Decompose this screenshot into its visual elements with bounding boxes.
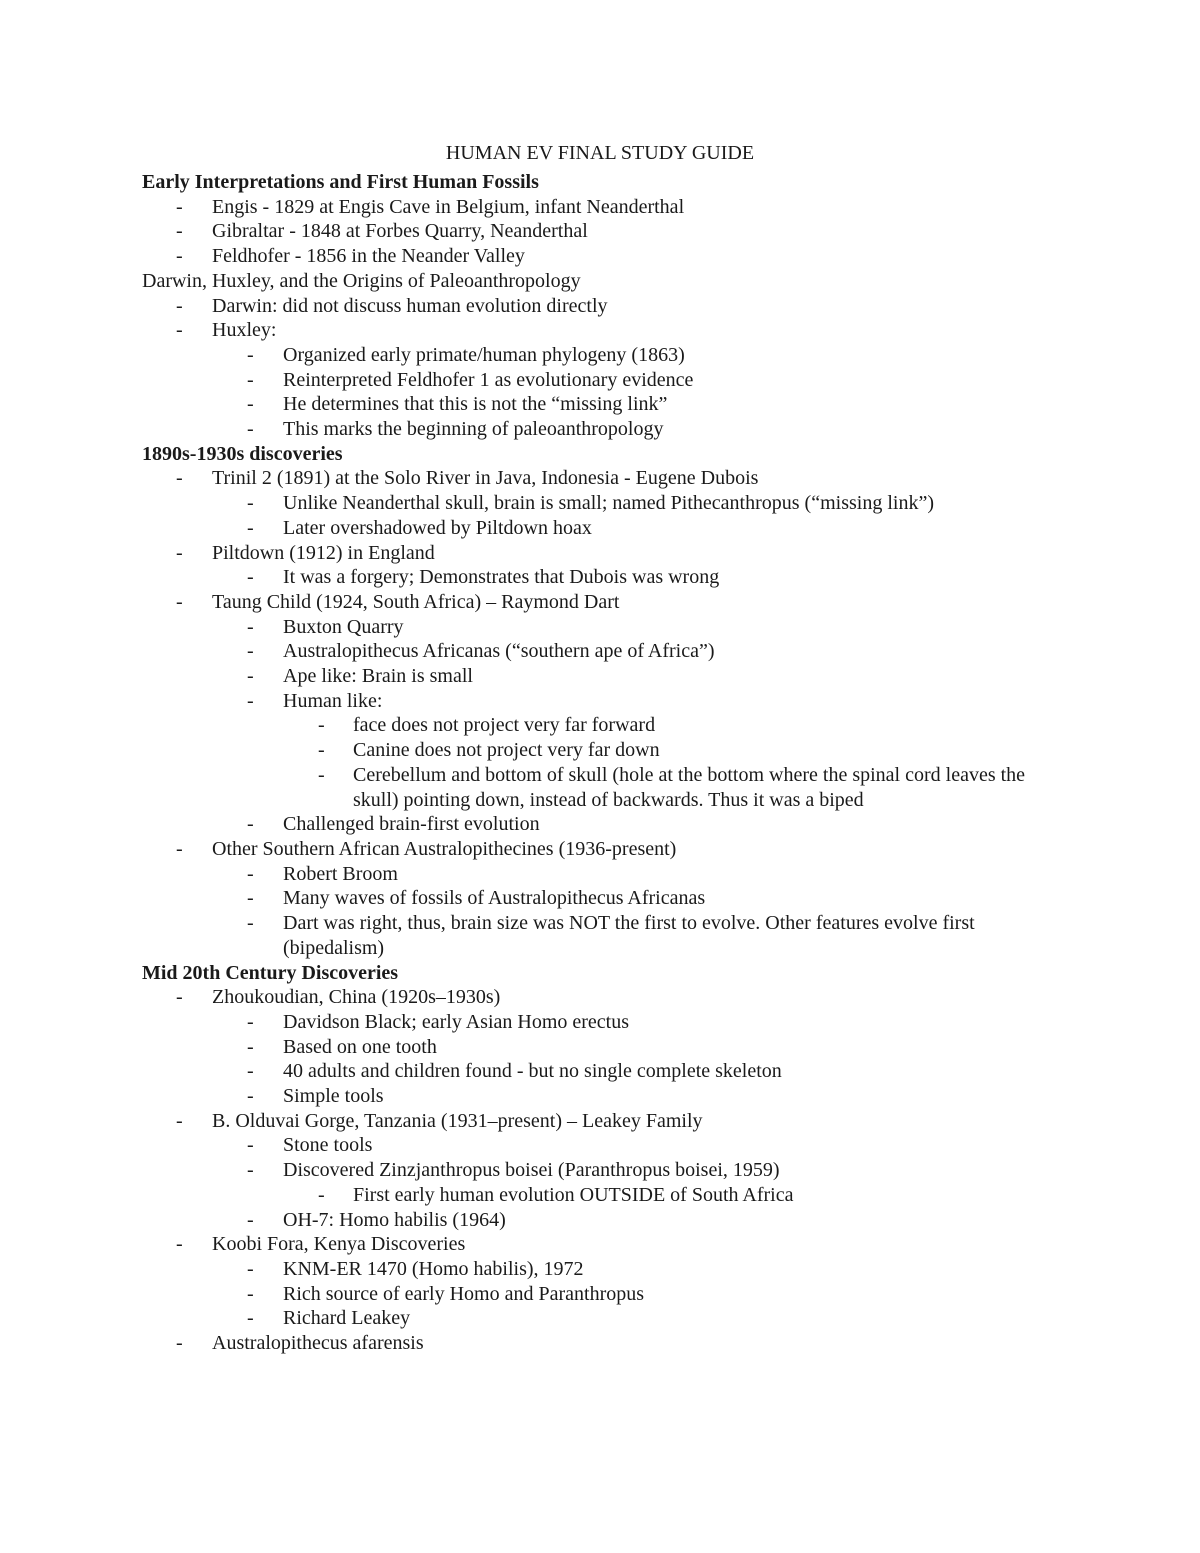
list-item-text: He determines that this is not the “missing link” (283, 393, 668, 416)
list-item-text: Ape like: Brain is small (283, 665, 473, 688)
list-item-level-2 (142, 343, 1062, 368)
section-heading (142, 442, 1062, 467)
list-item-level-1 (142, 590, 1062, 615)
bullet-dash: - (247, 516, 254, 539)
list-item-level-2 (142, 1257, 1062, 1282)
list-item-level-2 (142, 1306, 1062, 1331)
list-item-text: Reinterpreted Feldhofer 1 as evolutionary evidence (283, 368, 694, 391)
list-item-level-2 (142, 639, 1062, 664)
list-item-text: Richard Leakey (283, 1307, 411, 1330)
list-item-level-3 (142, 713, 1062, 738)
bullet-dash: - (247, 343, 254, 366)
list-item-text: Australopithecus Africanas (“southern ape of Africa”) (283, 640, 715, 663)
bullet-dash: - (247, 1035, 254, 1058)
list-item-text: face does not project very far forward (353, 714, 656, 737)
outline-content (142, 170, 1062, 1356)
list-item-text: Cerebellum and bottom of skull (hole at the bottom where the spinal cord leaves the skull) pointing down, instead of backwards. Thus it was a biped (353, 763, 1026, 811)
list-item-text: Trinil 2 (1891) at the Solo River in Java, Indonesia - Eugene Dubois (212, 467, 759, 490)
bullet-dash: - (318, 739, 325, 762)
list-item-level-2 (142, 911, 1062, 960)
list-item-text: Dart was right, thus, brain size was NOT the first to evolve. Other features evolve first (bipedalism) (283, 912, 975, 959)
list-item-text: Huxley: (212, 319, 277, 342)
bullet-dash: - (247, 1060, 254, 1083)
list-item-level-1 (142, 244, 1062, 269)
bullet-dash: - (176, 1332, 183, 1355)
bullet-dash: - (176, 294, 183, 317)
list-item-text: Challenged brain-first evolution (283, 813, 540, 836)
bullet-dash: - (247, 1010, 254, 1033)
bullet-dash: - (247, 1257, 254, 1280)
list-item-text: Engis - 1829 at Engis Cave in Belgium, infant Neanderthal (212, 195, 685, 218)
list-item-level-3 (142, 738, 1062, 763)
list-item-level-2 (142, 664, 1062, 689)
list-item-level-3 (142, 763, 1062, 812)
list-item-text: It was a forgery; Demonstrates that Dubois was wrong (283, 566, 720, 589)
list-item-text: Canine does not project very far down (353, 739, 660, 762)
list-item-level-2 (142, 1084, 1062, 1109)
list-item-level-1 (142, 1331, 1062, 1356)
bullet-dash: - (247, 689, 254, 712)
bullet-dash: - (176, 245, 183, 268)
bullet-dash: - (176, 467, 183, 490)
bullet-dash: - (176, 590, 183, 613)
list-item-level-3 (142, 1183, 1062, 1208)
bullet-dash: - (318, 763, 325, 786)
list-item-text: Robert Broom (283, 862, 398, 885)
list-item-level-2 (142, 565, 1062, 590)
bullet-dash: - (247, 566, 254, 589)
list-item-text: First early human evolution OUTSIDE of South Africa (353, 1183, 794, 1206)
list-item-level-1 (142, 219, 1062, 244)
bullet-dash: - (247, 640, 254, 663)
list-item-text: Rich source of early Homo and Paranthropus (283, 1282, 645, 1305)
list-item-level-2 (142, 1133, 1062, 1158)
list-item-text: Other Southern African Australopithecines (1936-present) (212, 837, 677, 860)
list-item-level-2 (142, 491, 1062, 516)
bullet-dash: - (247, 393, 254, 416)
list-item-level-2 (142, 368, 1062, 393)
list-item-text: Early Interpretations and First Human Fossils (142, 171, 539, 193)
list-item-level-2 (142, 886, 1062, 911)
bullet-dash: - (247, 862, 254, 885)
list-item-text: Gibraltar - 1848 at Forbes Quarry, Neanderthal (212, 220, 588, 243)
section-heading (142, 170, 1062, 195)
list-item-level-2 (142, 1010, 1062, 1035)
list-item-level-2 (142, 615, 1062, 640)
list-item-text: Piltdown (1912) in England (212, 541, 435, 564)
list-item-level-2 (142, 1059, 1062, 1084)
bullet-dash: - (318, 714, 325, 737)
list-item-level-1 (142, 1232, 1062, 1257)
list-item-text: Later overshadowed by Piltdown hoax (283, 516, 592, 539)
bullet-dash: - (247, 492, 254, 515)
bullet-dash: - (247, 1085, 254, 1108)
bullet-dash: - (247, 1134, 254, 1157)
list-item-text: This marks the beginning of paleoanthropology (283, 418, 664, 441)
document-title: HUMAN EV FINAL STUDY GUIDE (445, 142, 755, 164)
list-item-level-1 (142, 541, 1062, 566)
list-item-level-1 (142, 294, 1062, 319)
list-item-text: Mid 20th Century Discoveries (142, 961, 399, 984)
bullet-dash: - (247, 665, 254, 688)
list-item-level-2 (142, 1158, 1062, 1183)
list-item-level-1 (142, 466, 1062, 491)
list-item-level-2 (142, 1035, 1062, 1060)
list-item-text: Human like: (283, 689, 383, 712)
list-item-text: Discovered Zinzjanthropus boisei (Paranthropus boisei, 1959) (283, 1159, 780, 1182)
list-item-text: Zhoukoudian, China (1920s–1930s) (212, 986, 501, 1009)
bullet-dash: - (176, 1109, 183, 1132)
list-item-text: Taung Child (1924, South Africa) – Raymond Dart (212, 590, 620, 613)
list-item-level-2 (142, 1208, 1062, 1233)
list-item-text: Many waves of fossils of Australopithecus Africanas (283, 887, 706, 910)
list-item-level-1 (142, 195, 1062, 220)
list-item-level-2 (142, 862, 1062, 887)
bullet-dash: - (176, 195, 183, 218)
list-item-text: Organized early primate/human phylogeny (1863) (283, 343, 685, 366)
list-item-text: Stone tools (283, 1134, 373, 1157)
bullet-dash: - (176, 986, 183, 1009)
list-item-text: B. Olduvai Gorge, Tanzania (1931–present) – Leakey Family (212, 1109, 703, 1132)
bullet-dash: - (247, 1159, 254, 1182)
bullet-dash: - (247, 615, 254, 638)
list-item-level-2 (142, 1282, 1062, 1307)
list-item-text: Australopithecus afarensis (212, 1332, 424, 1355)
list-item-level-1 (142, 1109, 1062, 1134)
list-item-text: Simple tools (283, 1085, 384, 1108)
list-item-text: 1890s-1930s discoveries (142, 442, 343, 465)
list-item-text: 40 adults and children found - but no single complete skeleton (283, 1060, 782, 1083)
list-item-text: OH-7: Homo habilis (1964) (283, 1208, 506, 1231)
bullet-dash: - (318, 1183, 325, 1206)
bullet-dash: - (247, 368, 254, 391)
bullet-dash: - (176, 541, 183, 564)
list-item-level-1 (142, 985, 1062, 1010)
bullet-dash: - (247, 813, 254, 836)
bullet-dash: - (176, 319, 183, 342)
bullet-dash: - (247, 912, 254, 935)
list-item-level-2 (142, 417, 1062, 442)
list-item-level-2 (142, 392, 1062, 417)
list-item-level-1 (142, 837, 1062, 862)
bullet-dash: - (176, 1233, 183, 1256)
bullet-dash: - (247, 887, 254, 910)
list-item-text: Davidson Black; early Asian Homo erectus (283, 1010, 630, 1033)
list-item-level-2 (142, 812, 1062, 837)
bullet-dash: - (247, 1282, 254, 1305)
list-item-text: KNM-ER 1470 (Homo habilis), 1972 (283, 1257, 584, 1280)
list-item-text: Feldhofer - 1856 in the Neander Valley (212, 245, 525, 268)
section-heading (142, 269, 1062, 294)
list-item-level-2 (142, 689, 1062, 714)
list-item-text: Koobi Fora, Kenya Discoveries (212, 1233, 466, 1256)
list-item-level-2 (142, 516, 1062, 541)
list-item-text: Unlike Neanderthal skull, brain is small; named Pithecanthropus (“missing link”) (283, 492, 934, 515)
bullet-dash: - (176, 220, 183, 243)
bullet-dash: - (247, 1307, 254, 1330)
bullet-dash: - (176, 837, 183, 860)
bullet-dash: - (247, 418, 254, 441)
list-item-text: Darwin: did not discuss human evolution directly (212, 294, 608, 317)
section-heading (142, 961, 1062, 986)
list-item-text: Buxton Quarry (283, 615, 404, 638)
bullet-dash: - (247, 1208, 254, 1231)
list-item-text: Based on one tooth (283, 1035, 437, 1058)
list-item-text: Darwin, Huxley, and the Origins of Paleoanthropology (142, 269, 581, 292)
list-item-level-1 (142, 318, 1062, 343)
